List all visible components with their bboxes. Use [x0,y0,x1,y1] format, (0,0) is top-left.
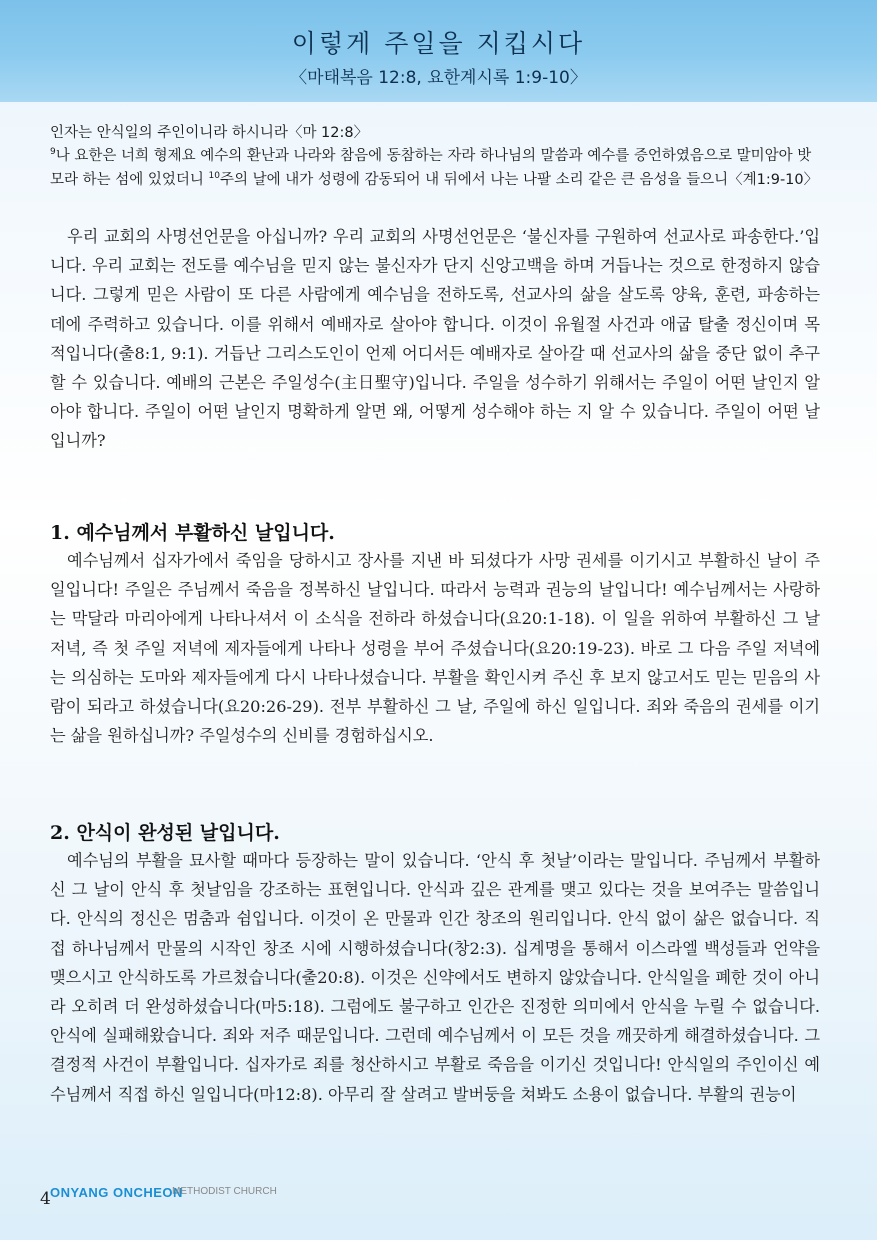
intro-paragraph: 우리 교회의 사명선언문을 아십니까? 우리 교회의 사명선언문은 ‘불신자를 구원하여 선교사로 파송한다.’입니다. 우리 교회는 전도를 예수님을 믿지 않는 불신자가 단지 신앙고백을 하며 거듭나는 것으로 한정하지 않습니다. 그렇게 믿은 사람이 또 다른 사람에게 예수님을 전하도록, 선교사의 삶을 살도록 양육, 훈련, 파송하는 데에 주력하고 있습니다. 이를 위해서 예배자로 살아야 합니다. 이것이 유월절 사건과 애굽 탈출 정신이며 목적입니다(출8:1, 9:1). 거듭난 그리스도인이 언제 어디서든 예배자로 살아갈 때 선교사의 삶을 중단 없이 추구할 수 있습니다. 예배의 근본은 주일성수(主日聖守)입니다. 주일을 성수하기 위해서는 주일이 어떤 날인지 알아야 합니다. 주일이 어떤 날인지 명확하게 알면 왜, 어떻게 성수해야 하는 지 알 수 있습니다. 주일이 어떤 날입니까? [50,227,820,451]
section-2-paragraph: 예수님의 부활을 묘사할 때마다 등장하는 말이 있습니다. ‘안식 후 첫날’이라는 말입니다. 주님께서 부활하신 그 날이 안식 후 첫날임을 강조하는 표현입니다. 안식과 깊은 관계를 맺고 있다는 것을 보여주는 말씀입니다. 안식의 정신은 멈춤과 쉼입니다. 이것이 온 만물과 인간 창조의 원리입니다. 안식 없이 삶은 없습니다. 직접 하나님께서 만물의 시작인 창조 시에 시행하셨습니다(창2:3). 십계명을 통해서 이스라엘 백성들과 언약을 맺으시고 안식하도록 가르쳤습니다(출20:8). 이것은 신약에서도 변하지 않았습니다. 안식일을 폐한 것이 아니라 오히려 더 완성하셨습니다(마5:18). 그럼에도 불구하고 인간은 진정한 의미에서 안식을 누릴 수 없습니다. 안식에 실패해왔습니다. 죄와 저주 때문입니다. 그런데 예수님께서 이 모든 것을 깨끗하게 해결하셨습니다. 그 결정적 사건이 부활입니다. 십자가로 죄를 청산하시고 부활로 죽음을 이기신 것입니다! 안식일의 주인이신 예수님께서 직접 하신 일입니다(마12:8). 아무리 잘 살려고 발버둥을 쳐봐도 소용이 없습니다. 부활의 권능이 [50,851,820,1104]
verse-10-text: 주의 날에 내가 성령에 감동되어 내 뒤에서 나는 나팔 소리 같은 큰 음성을 들으니〈계1:9-10〉 [219,171,819,188]
section-2-heading: 2. 안식이 완성된 날입니다. [50,822,280,844]
church-logo-text: ONYANG ONCHEON [50,1185,183,1200]
verse-number-10: 10 [208,170,220,181]
page-title: 이렇게 주일을 지킵시다 [291,29,586,58]
verse-9-text: 나 요한은 너희 형제요 예수의 환난과 나라와 참음에 동참하는 자라 하나님의 말씀과 예수를 증언하였음으로 말미암아 밧모라 하는 섬에 있었더니 [50,148,812,188]
intro-paragraph-block [50,222,820,456]
scripture-verses [50,148,818,187]
section-1-paragraph: 예수님께서 십자가에서 죽임을 당하시고 장사를 지낸 바 되셨다가 사망 권세를 이기시고 부활하신 날이 주일입니다! 주일은 주님께서 죽음을 정복하신 날입니다. 따라서 능력과 권능의 날입니다! 예수님께서는 사랑하는 막달라 마리아에게 나타나셔서 이 소식을 전하라 하셨습니다(요20:1-18). 이 일을 위하여 부활하신 그 날 저녁, 즉 첫 주일 저녁에 제자들에게 나타나 성령을 부어 주셨습니다(요20:19-23). 바로 그 다음 주일 저녁에는 의심하는 도마와 제자들에게 다시 나타나셨습니다. 부활을 확인시켜 주신 후 보지 않고서도 믿는 믿음의 사람이 되라고 하셨습니다(요20:26-29). 전부 부활하신 그 날, 주일에 하신 일입니다. 죄와 죽음의 권세를 이기는 삶을 원하십니까? 주일성수의 신비를 경험하십시오. [50,551,820,746]
page-number: 4 [40,1189,51,1209]
page-header [0,0,877,102]
verse-number-9: 9 [50,147,56,158]
church-logo-subtext: METHODIST CHURCH [172,1186,277,1197]
section-2-block [50,846,820,1109]
scripture-quote [50,124,820,190]
scripture-line-1: 인자는 안식일의 주인이니라 하시니라〈마 12:8〉 [50,125,369,141]
section-1-block [50,546,820,750]
scripture-reference: 〈마태복음 12:8, 요한계시록 1:9-10〉 [290,68,587,88]
section-1-heading: 1. 예수님께서 부활하신 날입니다. [50,522,335,544]
